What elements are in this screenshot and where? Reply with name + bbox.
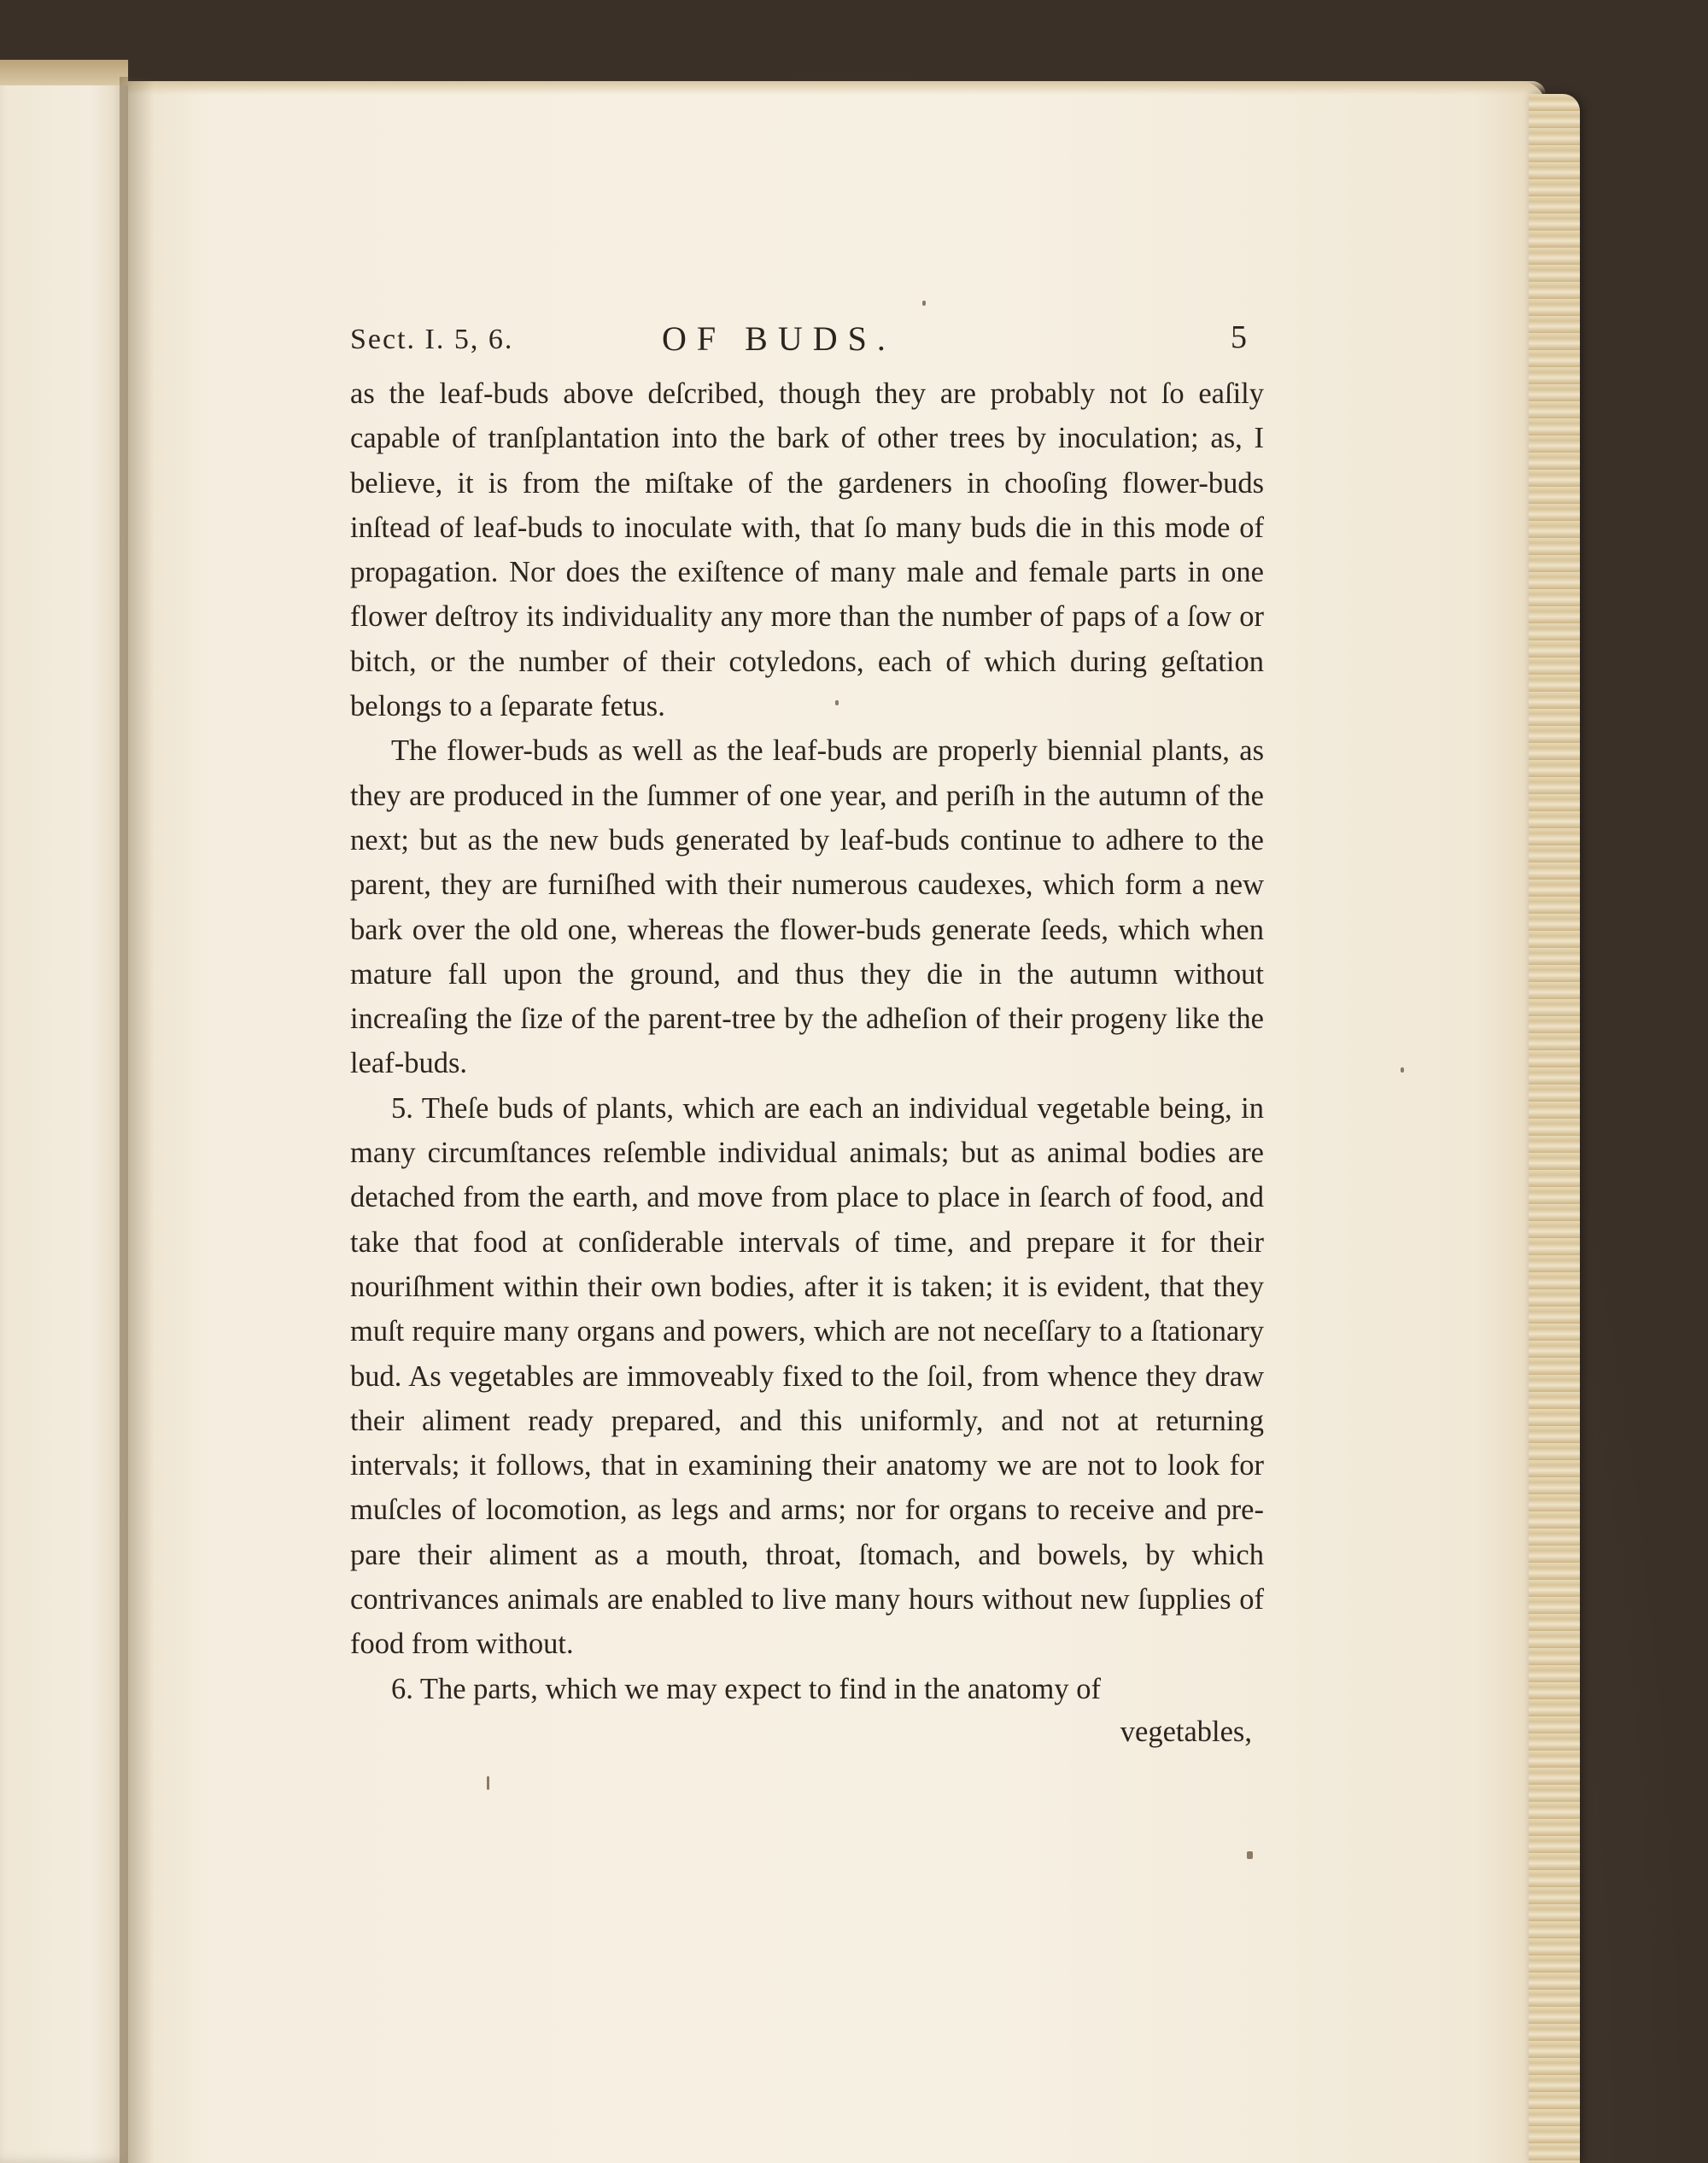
left-page-top-edge	[0, 60, 128, 85]
ink-speck	[1401, 1067, 1404, 1073]
ink-speck	[922, 301, 926, 306]
text-block	[350, 312, 1264, 1752]
running-head-section: Sect. I. 5, 6.	[350, 324, 514, 355]
ink-speck	[487, 1776, 489, 1790]
left-page	[0, 60, 128, 2163]
book-gutter	[120, 77, 154, 2163]
page-number: 5	[1231, 319, 1247, 355]
paragraph-section-6: 6. The parts, which we may expect to find in the anatomy of	[391, 1672, 1101, 1705]
page-fore-edge	[1529, 94, 1580, 2163]
paragraph-continuation: as the leaf-buds above deſcribed, though they are probably not ſo eaſily capable of tranſplantation into the bark of other trees by inoculation; as, I believe, it is from the miſtake of the gardeners in chooſing flower-buds inſtead of leaf-buds to inoculate with, that ſo many buds die in this mode of propagation. Nor does the exiſtence of many male and female parts in one flower deſtroy its individuality any more than the number of paps of a ſow or bitch, or the number of their cotyledons, each of which during geſtation belongs to a ſeparate fetus.	[350, 377, 1264, 723]
ink-speck	[1247, 1851, 1253, 1859]
running-head-title: OF BUDS.	[662, 319, 896, 358]
paragraph-section-5: 5. Theſe buds of plants, which are each an individual vegetable being, in many circumſtances reſemble individual animals; but as animal bodies are detached from the earth, and move from place to place in ſearch of food, and take that food at conſiderable intervals of time, and prepare it for their nouriſhment within their own bodies, after it is taken; it is evident, that they muſt require many organs and powers, which are not neceſſary to a ſtationary bud. As vegetables are immoveably fixed to the ſoil, from whence they draw their aliment ready prepared, and this uniformly, and not at returning intervals; it follows, that in examining their anatomy we are not to look for muſcles of locomotion, as legs and arms; nor for organs to receive and prepare their aliment as a mouth, throat, ſtomach, and bowels, by which contrivances animals are enabled to live many hours without new ſupplies of food from without.	[350, 1091, 1264, 1661]
running-head	[350, 312, 1264, 371]
page-top-shadow	[128, 81, 1546, 95]
paragraph-flower-buds: The flower-buds as well as the leaf-buds are properly biennial plants, as they are produced in the ſummer of one year, and periſh in the autumn of the next; but as the new buds generated by leaf-buds continue to adhere to the parent, they are furniſhed with their numerous caudexes, which form a new bark over the old one, whereas the flower-buds generate ſeeds, which when mature fall upon the ground, and thus they die in the autumn without increaſing the ſize of the parent-tree by the adheſion of their progeny like the leaf-buds.	[350, 734, 1264, 1080]
catchword: vegetables,	[1120, 1715, 1252, 1748]
